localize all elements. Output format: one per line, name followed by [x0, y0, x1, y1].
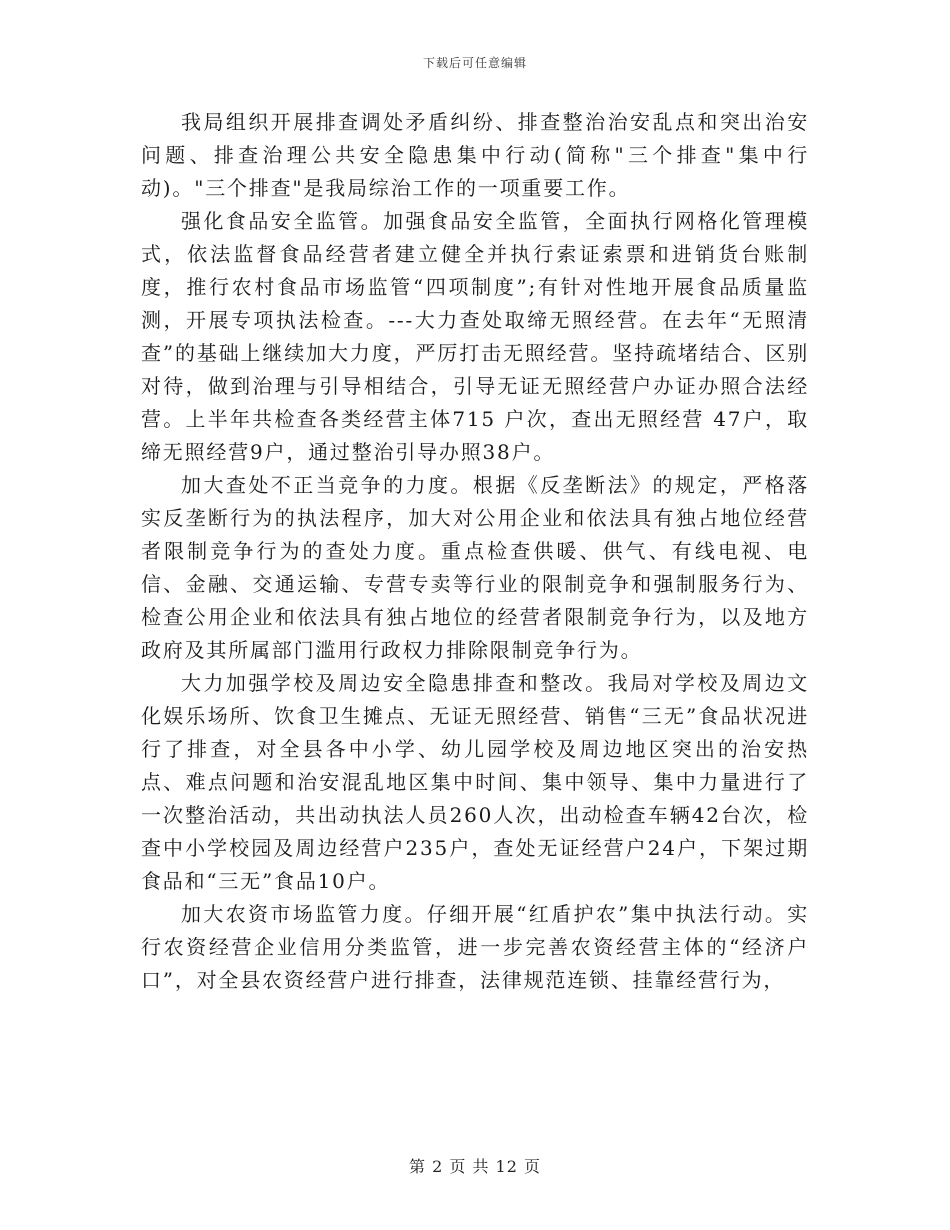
paragraph-three-investigations: 我局组织开展排查调处矛盾纠纷、排查整治治安乱点和突出治安问题、排查治理公共安全隐患集中行动(简称"三个排查"集中行动)。"三个排查"是我局综治工作的一项重要工作。 — [141, 110, 809, 200]
page-number: 第 2 页 共 12 页 — [409, 1157, 541, 1176]
paragraph-school-safety: 大力加强学校及周边安全隐患排查和整改。我局对学校及周边文化娱乐场所、饮食卫生摊点、无证无照经营、销售“三无”食品状况进行了排查，对全县各中小学、幼儿园学校及周边地区突出的治安热点、难点问题和治安混乱地区集中时间、集中领导、集中力量进行了一次整治活动，共出动执法人员260人次，出动检查车辆42台次，检查中小学校园及周边经营户235户，查处无证经营户24户，下架过期食品和“三无”食品10户。 — [141, 671, 809, 893]
page-header: 下载后可任意编辑 — [422, 56, 527, 70]
document-body — [141, 106, 809, 997]
paragraph-agricultural-market: 加大农资市场监管力度。仔细开展“红盾护农”集中执法行动。实行农资经营企业信用分类监管，进一步完善农资经营主体的“经济户口”，对全县农资经营户进行排查，法律规范连锁、挂靠经营行为， — [141, 902, 809, 992]
paragraph-food-safety: 强化食品安全监管。加强食品安全监管，全面执行网格化管理模式，依法监督食品经营者建立健全并执行索证索票和进销货台账制度，推行农村食品市场监管“四项制度”;有针对性地开展食品质量监测，开展专项执法检查。---大力查处取缔无照经营。在去年“无照清查”的基础上继续加大力度，严厉打击无照经营。坚持疏堵结合、区别对待，做到治理与引导相结合，引导无证无照经营户办证办照合法经营。上半年共检查各类经营主体715 户次，查出无照经营 47户，取缔无照经营9户，通过整治引导办照38户。 — [141, 209, 809, 464]
paragraph-unfair-competition: 加大查处不正当竞争的力度。根据《反垄断法》的规定，严格落实反垄断行为的执法程序，加大对公用企业和依法具有独占地位经营者限制竞争行为的查处力度。重点检查供暖、供气、有线电视、电信、金融、交通运输、专营专卖等行业的限制竞争和强制服务行为、检查公用企业和依法具有独占地位的经营者限制竞争行为，以及地方政府及其所属部门滥用行政权力排除限制竞争行为。 — [141, 473, 809, 662]
